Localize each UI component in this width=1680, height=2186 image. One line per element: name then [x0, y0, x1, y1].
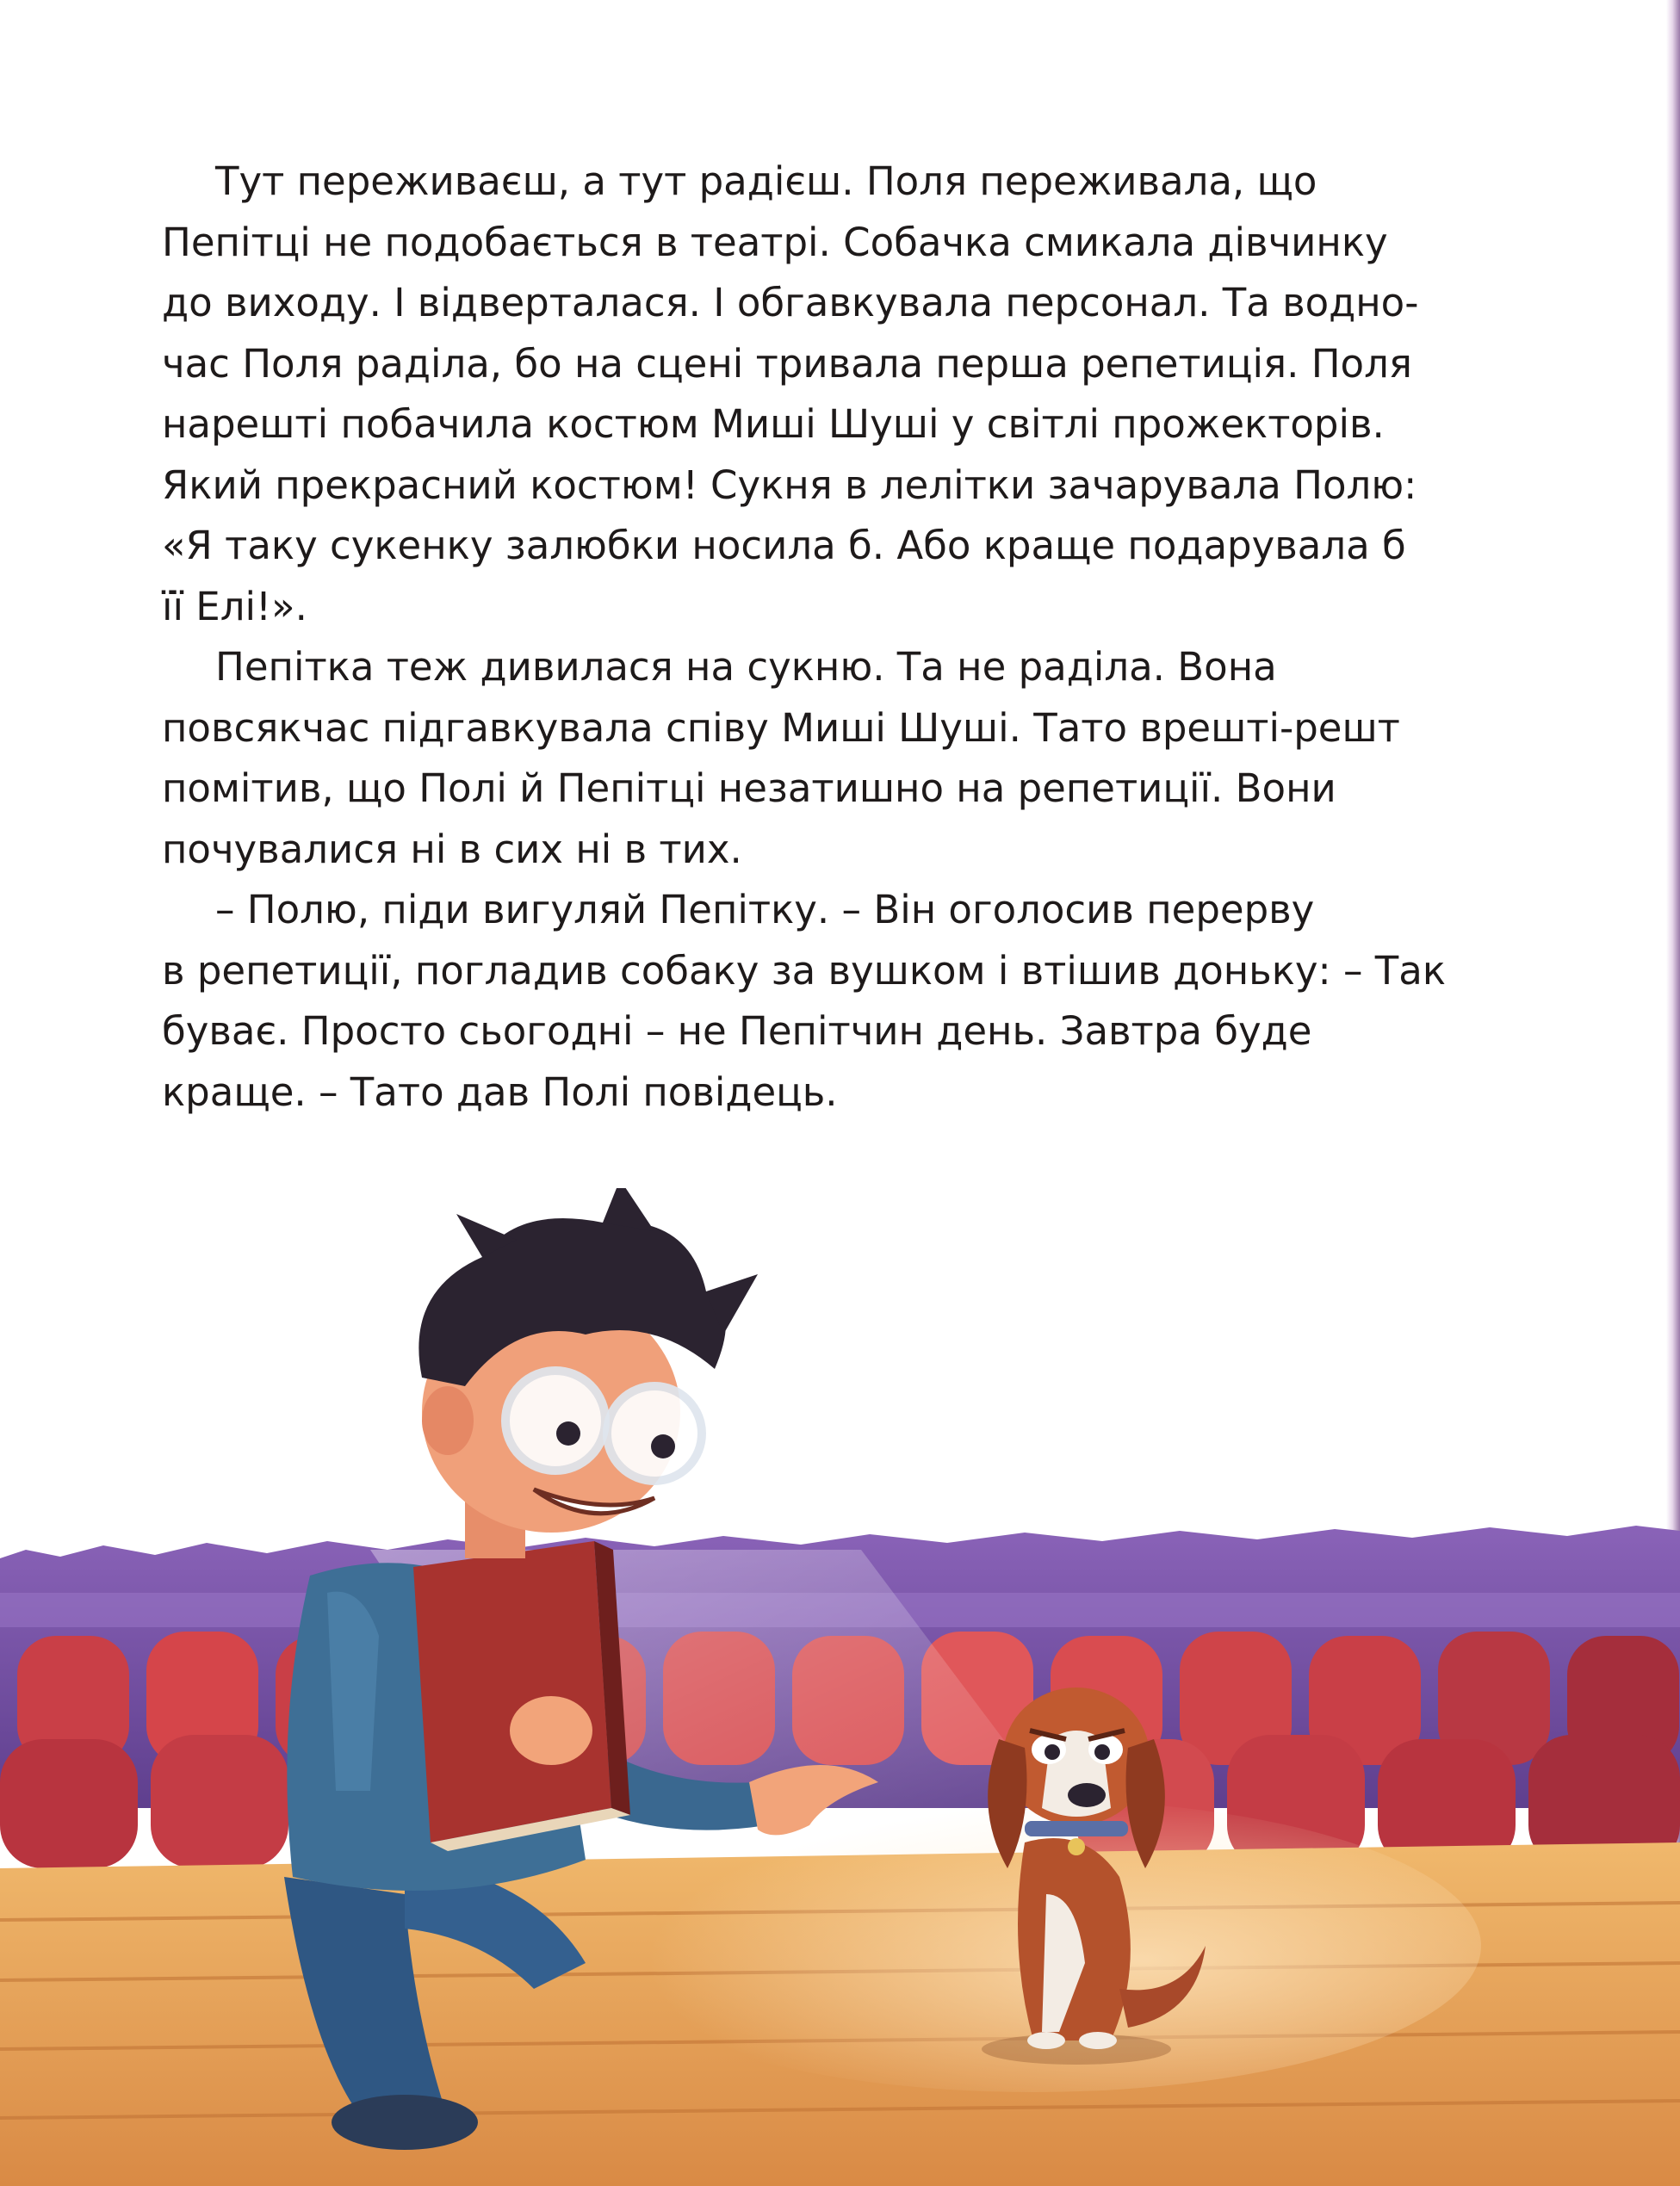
- paragraph-2: [162, 637, 1505, 880]
- text-line: в репетиції, погладив собаку за вушком і втішив доньку: – Так: [162, 947, 1447, 994]
- text-line: її Елі!».: [162, 583, 307, 629]
- text-line: почувалися ні в сих ні в тих.: [162, 826, 742, 872]
- illustration: [0, 1188, 1680, 2186]
- text-line: нарешті побачила костюм Миші Шуші у світлі прожекторів.: [162, 401, 1385, 447]
- text-line: помітив, що Полі й Пепітці незатишно на репетиції. Вони: [162, 765, 1336, 811]
- text-line: Який прекрасний костюм! Сукня в лелітки зачарувала Полю:: [162, 461, 1417, 508]
- theatre-scene: [0, 1188, 1680, 2186]
- paragraph-1: [162, 152, 1505, 637]
- text-line: до виходу. І відверталася. І обгавкувала персонал. Та водно-: [162, 280, 1419, 325]
- story-text: [162, 152, 1505, 1123]
- text-line: повсякчас підгавкувала співу Миші Шуші. Тато врешті-решт: [162, 704, 1400, 751]
- text-line: Тут переживаєш, а тут радієш. Поля переживала, що: [215, 158, 1317, 204]
- red-book: [413, 1541, 630, 1851]
- text-line: буває. Просто сьогодні – не Пепітчин день. Завтра буде: [162, 1008, 1312, 1054]
- text-line: Пепітка теж дивилася на сукню. Та не раділа. Вона: [215, 644, 1277, 690]
- text-line: – Полю, піди вигуляй Пепітку. – Він оголосив перерву: [215, 887, 1315, 932]
- text-line: Пепітці не подобається в театрі. Собачка смикала дівчинку: [162, 219, 1388, 265]
- paragraph-3: [162, 880, 1505, 1123]
- text-line: «Я таку сукенку залюбки носила б. Або краще подарувала б: [162, 523, 1406, 568]
- text-line: час Поля раділа, бо на сцені тривала перша репетиція. Поля: [162, 340, 1412, 387]
- text-line: краще. – Тато дав Полі повідець.: [162, 1068, 838, 1115]
